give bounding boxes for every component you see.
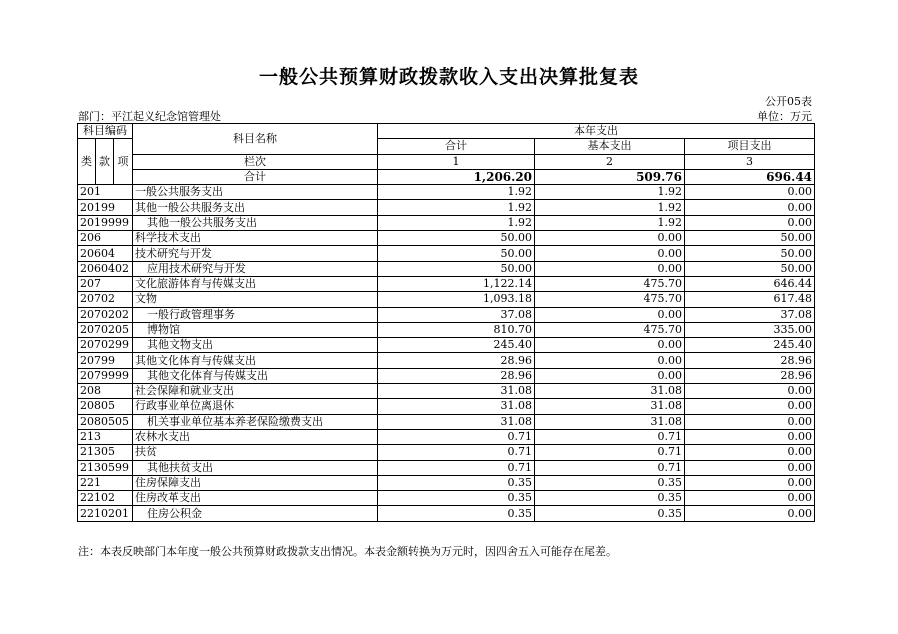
row-name: 其他一般公共服务支出 xyxy=(133,200,378,215)
table-row xyxy=(78,384,815,399)
form-number: 公开05表 xyxy=(765,95,812,108)
row-project: 0.00 xyxy=(685,384,815,399)
table-row xyxy=(78,292,815,307)
row-code: 2210201 xyxy=(78,506,133,521)
row-code: 20805 xyxy=(78,399,133,414)
row-code: 213 xyxy=(78,429,133,444)
row-total: 1.92 xyxy=(378,215,535,230)
row-project: 0.00 xyxy=(685,506,815,521)
row-project: 50.00 xyxy=(685,261,815,276)
row-total: 1.92 xyxy=(378,185,535,200)
table-row xyxy=(78,429,815,444)
row-project: 0.00 xyxy=(685,429,815,444)
row-basic: 1.92 xyxy=(535,200,685,215)
header-project: 项目支出 xyxy=(685,139,815,154)
table-row xyxy=(78,445,815,460)
row-code: 20702 xyxy=(78,292,133,307)
row-name: 技术研究与开发 xyxy=(133,246,378,261)
row-total: 50.00 xyxy=(378,261,535,276)
row-project: 0.00 xyxy=(685,200,815,215)
row-project: 50.00 xyxy=(685,246,815,261)
table-row xyxy=(78,231,815,246)
row-code: 207 xyxy=(78,276,133,291)
row-name: 住房公积金 xyxy=(133,506,378,521)
row-code: 2019999 xyxy=(78,215,133,230)
row-basic: 31.08 xyxy=(535,384,685,399)
header-lei: 类 xyxy=(78,139,96,185)
row-project: 646.44 xyxy=(685,276,815,291)
row-basic: 475.70 xyxy=(535,322,685,337)
row-project: 0.00 xyxy=(685,445,815,460)
table-row xyxy=(78,414,815,429)
row-name: 科学技术支出 xyxy=(133,231,378,246)
table-row xyxy=(78,246,815,261)
row-basic: 0.71 xyxy=(535,445,685,460)
table-row xyxy=(78,307,815,322)
row-basic: 0.00 xyxy=(535,246,685,261)
row-basic: 0.00 xyxy=(535,353,685,368)
header-col-label: 栏次 xyxy=(133,154,378,169)
row-name: 应用技术研究与开发 xyxy=(133,261,378,276)
row-name: 一般公共服务支出 xyxy=(133,185,378,200)
row-project: 0.00 xyxy=(685,460,815,475)
row-basic: 475.70 xyxy=(535,276,685,291)
row-basic: 31.08 xyxy=(535,399,685,414)
row-total: 50.00 xyxy=(378,246,535,261)
row-project: 50.00 xyxy=(685,231,815,246)
row-total: 1,122.14 xyxy=(378,276,535,291)
row-name: 住房改革支出 xyxy=(133,491,378,506)
total-total: 1,206.20 xyxy=(378,169,535,184)
row-project: 37.08 xyxy=(685,307,815,322)
header-basic: 基本支出 xyxy=(535,139,685,154)
row-name: 机关事业单位基本养老保险缴费支出 xyxy=(133,414,378,429)
row-project: 0.00 xyxy=(685,414,815,429)
table-row xyxy=(78,261,815,276)
table-row xyxy=(78,491,815,506)
row-total: 31.08 xyxy=(378,384,535,399)
table-row xyxy=(78,185,815,200)
row-basic: 475.70 xyxy=(535,292,685,307)
row-code: 2070299 xyxy=(78,338,133,353)
table-row xyxy=(78,200,815,215)
row-name: 扶贫 xyxy=(133,445,378,460)
row-project: 0.00 xyxy=(685,399,815,414)
row-total: 31.08 xyxy=(378,414,535,429)
row-basic: 0.00 xyxy=(535,338,685,353)
header-col3: 3 xyxy=(685,154,815,169)
row-name: 其他文化体育与传媒支出 xyxy=(133,353,378,368)
row-code: 2070205 xyxy=(78,322,133,337)
row-total: 28.96 xyxy=(378,368,535,383)
row-name: 博物馆 xyxy=(133,322,378,337)
table-row xyxy=(78,353,815,368)
row-code: 2130599 xyxy=(78,460,133,475)
row-basic: 0.35 xyxy=(535,491,685,506)
row-code: 22102 xyxy=(78,491,133,506)
table-row xyxy=(78,338,815,353)
row-basic: 0.00 xyxy=(535,368,685,383)
header-total: 合计 xyxy=(378,139,535,154)
row-basic: 0.00 xyxy=(535,231,685,246)
row-name: 文物 xyxy=(133,292,378,307)
row-code: 20604 xyxy=(78,246,133,261)
row-name: 住房保障支出 xyxy=(133,475,378,490)
row-basic: 0.71 xyxy=(535,429,685,444)
table-row xyxy=(78,276,815,291)
row-total: 37.08 xyxy=(378,307,535,322)
row-total: 1,093.18 xyxy=(378,292,535,307)
row-code: 20799 xyxy=(78,353,133,368)
row-basic: 1.92 xyxy=(535,185,685,200)
row-basic: 31.08 xyxy=(535,414,685,429)
page-title: 一般公共预算财政拨款收入支出决算批复表 xyxy=(258,66,639,88)
row-total: 50.00 xyxy=(378,231,535,246)
row-total: 0.71 xyxy=(378,460,535,475)
table-row xyxy=(78,322,815,337)
header-name: 科目名称 xyxy=(133,124,378,155)
row-total: 810.70 xyxy=(378,322,535,337)
row-total: 0.35 xyxy=(378,491,535,506)
row-basic: 0.00 xyxy=(535,307,685,322)
row-project: 335.00 xyxy=(685,322,815,337)
row-project: 617.48 xyxy=(685,292,815,307)
row-project: 245.40 xyxy=(685,338,815,353)
row-name: 行政事业单位离退休 xyxy=(133,399,378,414)
row-code: 208 xyxy=(78,384,133,399)
department-label: 部门：平江起义纪念馆管理处 xyxy=(78,110,221,123)
table-row xyxy=(78,399,815,414)
footnote: 注：本表反映部门本年度一般公共预算财政拨款支出情况。本表金额转换为万元时，因四舍五入可能存在尾差。 xyxy=(78,545,617,558)
table-row xyxy=(78,506,815,521)
row-total: 31.08 xyxy=(378,399,535,414)
table-row xyxy=(78,215,815,230)
row-project: 0.00 xyxy=(685,185,815,200)
row-code: 206 xyxy=(78,231,133,246)
header-year-expense: 本年支出 xyxy=(378,124,815,139)
row-project: 28.96 xyxy=(685,353,815,368)
row-total: 1.92 xyxy=(378,200,535,215)
row-code: 2070202 xyxy=(78,307,133,322)
header-kuan: 款 xyxy=(96,139,114,185)
row-code: 20199 xyxy=(78,200,133,215)
budget-table xyxy=(77,123,815,522)
row-name: 其他文物支出 xyxy=(133,338,378,353)
row-project: 0.00 xyxy=(685,215,815,230)
row-project: 28.96 xyxy=(685,368,815,383)
row-basic: 0.35 xyxy=(535,506,685,521)
row-code: 2060402 xyxy=(78,261,133,276)
row-total: 0.71 xyxy=(378,429,535,444)
row-name: 其他一般公共服务支出 xyxy=(133,215,378,230)
header-col1: 1 xyxy=(378,154,535,169)
row-code: 2079999 xyxy=(78,368,133,383)
total-row xyxy=(78,169,815,184)
row-name: 其他扶贫支出 xyxy=(133,460,378,475)
row-name: 社会保障和就业支出 xyxy=(133,384,378,399)
row-project: 0.00 xyxy=(685,475,815,490)
row-basic: 0.71 xyxy=(535,460,685,475)
total-basic: 509.76 xyxy=(535,169,685,184)
row-code: 201 xyxy=(78,185,133,200)
total-label: 合计 xyxy=(133,169,378,184)
row-total: 28.96 xyxy=(378,353,535,368)
table-row xyxy=(78,475,815,490)
table-row xyxy=(78,368,815,383)
row-project: 0.00 xyxy=(685,491,815,506)
total-project: 696.44 xyxy=(685,169,815,184)
unit-label: 单位：万元 xyxy=(757,110,812,123)
row-total: 0.71 xyxy=(378,445,535,460)
row-code: 2080505 xyxy=(78,414,133,429)
header-xiang: 项 xyxy=(114,139,133,185)
row-basic: 0.00 xyxy=(535,261,685,276)
header-code: 科目编码 xyxy=(78,124,133,139)
row-name: 农林水支出 xyxy=(133,429,378,444)
row-code: 21305 xyxy=(78,445,133,460)
row-basic: 0.35 xyxy=(535,475,685,490)
row-total: 0.35 xyxy=(378,475,535,490)
table-row xyxy=(78,460,815,475)
header-col2: 2 xyxy=(535,154,685,169)
row-code: 221 xyxy=(78,475,133,490)
row-name: 文化旅游体育与传媒支出 xyxy=(133,276,378,291)
row-name: 其他文化体育与传媒支出 xyxy=(133,368,378,383)
row-total: 0.35 xyxy=(378,506,535,521)
row-name: 一般行政管理事务 xyxy=(133,307,378,322)
row-total: 245.40 xyxy=(378,338,535,353)
row-basic: 1.92 xyxy=(535,215,685,230)
